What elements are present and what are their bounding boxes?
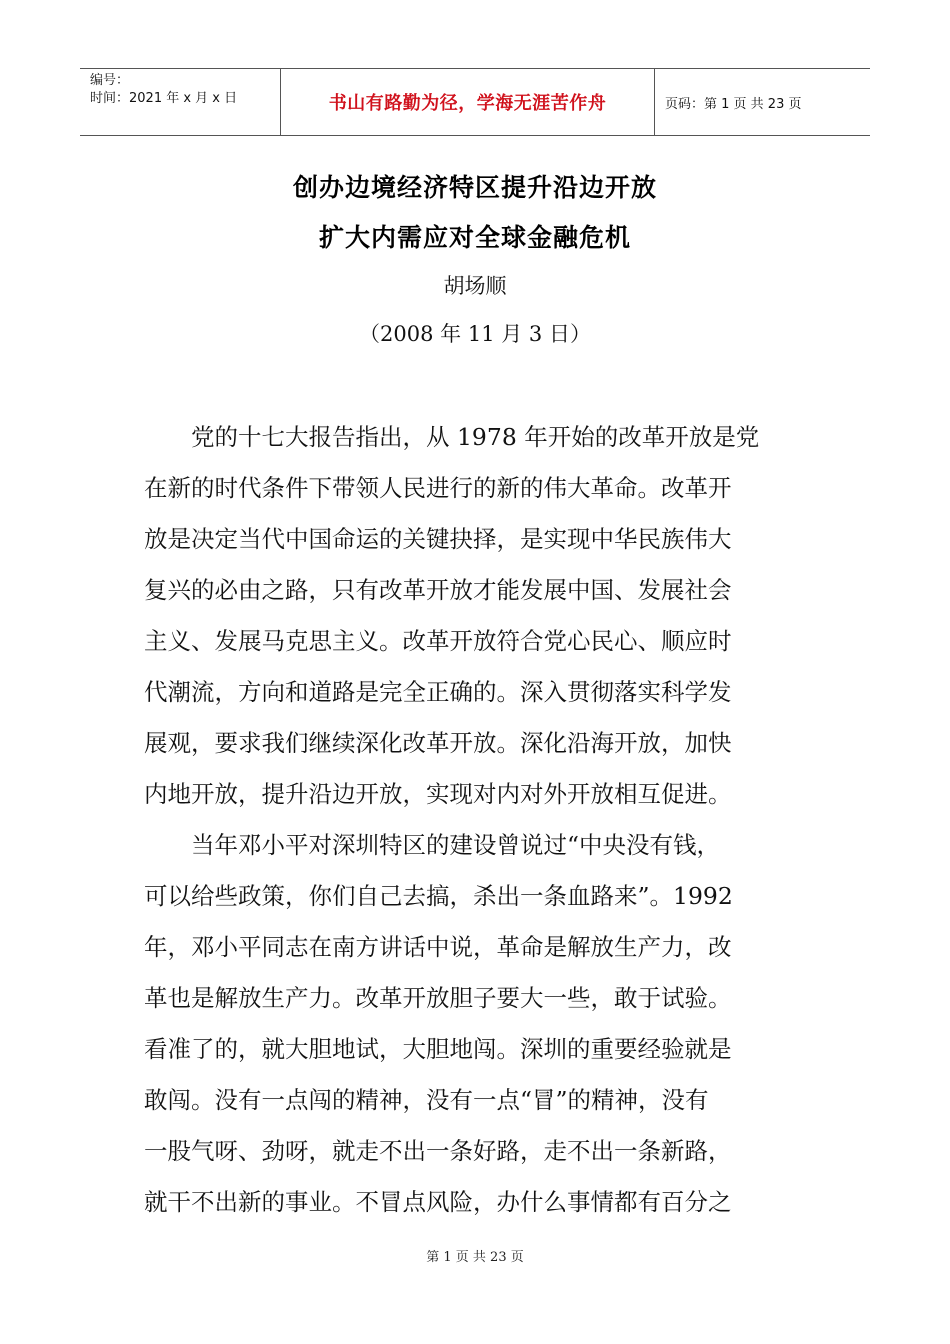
header-motto-cell <box>281 69 655 135</box>
title-line-2: 扩大内需应对全球金融危机 <box>318 223 631 252</box>
motto-text: 书山有路勤为径，学海无涯苦作舟 <box>328 93 607 114</box>
body-line: 看准了的，就大胆地试，大胆地闯。深圳的重要经验就是 <box>144 1035 732 1063</box>
body-line: 年，邓小平同志在南方讲话中说，革命是解放生产力，改 <box>144 933 732 961</box>
page-footer: 第 1 页 共 23 页 <box>426 1250 524 1265</box>
body-line: 党的十七大报告指出，从 1978 年开始的改革开放是党 <box>144 423 760 451</box>
body-line: 可以给些政策，你们自己去搞，杀出一条血路来”。1992 <box>144 882 733 910</box>
number-label: 编号： <box>90 73 130 88</box>
header-table <box>80 68 870 136</box>
body-line: 复兴的必由之路，只有改革开放才能发展中国、发展社会 <box>144 576 732 604</box>
time-label: 时间：2021 年 x 月 x 日 <box>90 91 238 106</box>
body-line: 代潮流，方向和道路是完全正确的。深入贯彻落实科学发 <box>144 678 732 706</box>
page-info: 页码：第 1 页 共 23 页 <box>665 96 802 112</box>
header-meta-cell <box>80 69 281 135</box>
body-line: 革也是解放生产力。改革开放胆子要大一些，敢于试验。 <box>144 984 732 1012</box>
body-line: 在新的时代条件下带领人民进行的新的伟大革命。改革开 <box>144 474 732 502</box>
body-line: 就干不出新的事业。不冒点风险，办什么事情都有百分之 <box>144 1188 732 1216</box>
body-line: 主义、发展马克思主义。改革开放符合党心民心、顺应时 <box>144 627 732 655</box>
body-line: 敢闯。没有一点闯的精神，没有一点“冒”的精神，没有 <box>144 1086 709 1114</box>
date: （2008 年 11 月 3 日） <box>359 322 591 346</box>
body-line: 一股气呀、劲呀，就走不出一条好路，走不出一条新路， <box>144 1137 732 1165</box>
body-text <box>144 412 808 1228</box>
body-line: 展观，要求我们继续深化改革开放。深化沿海开放，加快 <box>144 729 732 757</box>
body-line: 放是决定当代中国命运的关键抉择，是实现中华民族伟大 <box>144 525 732 553</box>
body-line: 内地开放，提升沿边开放，实现对内对外开放相互促进。 <box>144 780 732 808</box>
body-line: 当年邓小平对深圳特区的建设曾说过“中央没有钱， <box>144 831 721 859</box>
title-line-1: 创办边境经济特区提升沿边开放 <box>292 173 657 202</box>
header-page-cell <box>655 69 870 135</box>
author: 胡场顺 <box>443 274 507 298</box>
